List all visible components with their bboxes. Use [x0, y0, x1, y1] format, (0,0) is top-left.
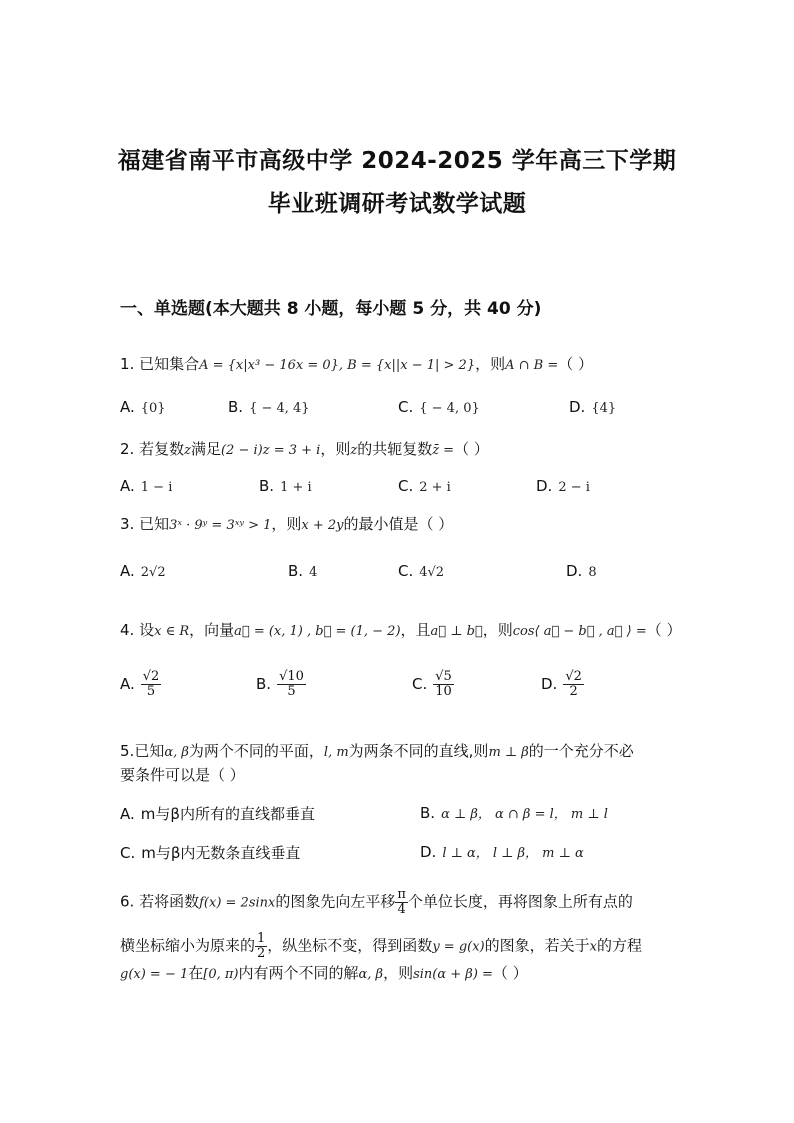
- option-b: B. $\frac{√10}{5}$: [256, 669, 304, 699]
- question-number: 3.: [120, 515, 135, 533]
- question-text: 内有两个不同的解: [238, 964, 359, 982]
- math-expression: a⃗ ⊥ b⃗: [430, 624, 483, 639]
- option-a: A. $\frac{√2}{5}$: [120, 669, 160, 699]
- option-a: A. 1 − i: [120, 477, 173, 495]
- question-text: ，且: [400, 621, 431, 639]
- option-b: B. 4: [288, 562, 318, 580]
- math-expression: l, m: [323, 745, 349, 760]
- question-text: 若复数: [139, 440, 185, 458]
- math-variable: z: [350, 443, 358, 458]
- question-text: 个单位长度，再将图象上所有点的: [407, 892, 633, 911]
- math-expression: g(x) = − 1: [120, 967, 189, 982]
- question-text: 横坐标缩小为原来的: [120, 936, 256, 955]
- question-text: ，则: [482, 621, 513, 639]
- question-6-stem-line-3: [120, 962, 528, 983]
- fraction: $\frac{√5}{10}$: [435, 669, 452, 699]
- question-text: 为两个不同的平面，: [188, 742, 324, 760]
- math-variable: z: [184, 443, 191, 458]
- question-text: 的最小值是（ ）: [343, 515, 454, 533]
- question-number: 4.: [120, 621, 135, 639]
- section-heading: 一、单选题(本大题共 8 小题，每小题 5 分，共 40 分): [120, 299, 542, 319]
- option-d: D. 8: [566, 562, 597, 580]
- option-c: C. 2 + i: [398, 477, 451, 495]
- title-line-2: 毕业班调研考试数学试题: [267, 191, 527, 217]
- math-expression: sin(α + β) =: [413, 967, 493, 982]
- question-text: 的方程: [596, 936, 642, 955]
- answer-blank: （ ）: [454, 440, 489, 458]
- option-a: A. m与β内所有的直线都垂直: [120, 805, 315, 823]
- option-c: C. { − 4, 0}: [398, 398, 480, 416]
- question-number: 1.: [120, 355, 135, 373]
- option-a: A. 2√2: [120, 562, 166, 580]
- question-text: ，则: [271, 515, 302, 533]
- question-number: 6.: [120, 892, 135, 911]
- option-b: B. 1 + i: [259, 477, 312, 495]
- question-text: 的图象，若关于: [484, 936, 590, 955]
- question-5-stem-line-2: 要条件可以是（ ）: [120, 766, 245, 784]
- question-text: 为两条不同的直线,则: [348, 742, 489, 760]
- question-text: ，则: [475, 355, 506, 373]
- question-text: ，向量: [189, 621, 235, 639]
- option-c: C. m与β内无数条直线垂直: [120, 844, 301, 862]
- math-expression: α, β: [358, 967, 384, 982]
- answer-blank: （ ）: [558, 355, 594, 373]
- math-variable: x: [589, 939, 597, 955]
- question-text: 已知: [134, 742, 165, 760]
- option-d: D. l ⊥ α， l ⊥ β， m ⊥ α: [420, 843, 584, 861]
- math-expression: x + 2y: [301, 518, 344, 533]
- question-number: 5.: [120, 742, 135, 760]
- question-text: 若将函数: [139, 892, 200, 911]
- question-text: 的一个充分不必: [528, 742, 634, 760]
- question-2-stem: [120, 438, 489, 459]
- option-d: D. $\frac{√2}{2}$: [541, 669, 582, 699]
- question-text: 在: [188, 964, 204, 982]
- option-d: D. {4}: [569, 398, 617, 416]
- question-6-stem-line-2: [120, 932, 642, 960]
- math-expression: (2 − i)z = 3 + i: [220, 443, 321, 458]
- question-4-stem: [120, 619, 682, 640]
- question-1-stem: [120, 353, 593, 374]
- math-expression: cos⟨ a⃗ − b⃗ , a⃗ ⟩ =: [512, 624, 647, 639]
- math-expression: m ⊥ β: [488, 745, 529, 760]
- math-expression: x ∈ R: [154, 624, 190, 639]
- question-text: 已知集合: [139, 355, 200, 373]
- answer-blank: （ ）: [646, 621, 682, 639]
- question-text: ，纵坐标不变，得到函数: [267, 936, 433, 955]
- question-5-stem-line-1: [120, 740, 634, 761]
- math-expression: A = {x|x³ − 16x = 0}, B = {x||x − 1| > 2}: [199, 358, 476, 373]
- question-text: 已知: [139, 515, 170, 533]
- fraction: $\frac{\pi}{4}$: [397, 887, 406, 917]
- option-a: A. {0}: [120, 398, 166, 416]
- math-expression: z̄ =: [432, 443, 455, 458]
- math-expression: α, β: [164, 745, 189, 760]
- math-expression: 3ˣ · 9ʸ = 3ˣʸ > 1: [169, 518, 272, 533]
- question-text: 的共轭复数: [357, 440, 433, 458]
- fraction: $\frac{1}{2}$: [257, 931, 266, 961]
- option-b: B. α ⊥ β， α ∩ β = l， m ⊥ l: [420, 804, 608, 822]
- fraction: $\frac{√2}{2}$: [565, 669, 582, 699]
- question-text: ，则: [383, 964, 414, 982]
- math-expression: y = g(x): [432, 939, 485, 955]
- answer-blank: （ ）: [492, 964, 528, 982]
- math-expression: a⃗ = (x, 1) , b⃗ = (1, − 2): [234, 624, 401, 639]
- title-line-1: 福建省南平市高级中学 2024-2025 学年高三下学期: [117, 148, 677, 174]
- math-expression: A ∩ B =: [505, 358, 559, 373]
- question-text: ，则: [320, 440, 351, 458]
- question-number: 2.: [120, 440, 135, 458]
- math-expression: [0, π): [203, 967, 239, 982]
- option-d: D. 2 − i: [536, 477, 590, 495]
- option-c: C. $\frac{√5}{10}$: [412, 669, 452, 699]
- question-text: 的图象先向左平移: [275, 892, 396, 911]
- option-c: C. 4√2: [398, 562, 445, 580]
- question-text: 设: [139, 621, 155, 639]
- option-b: B. { − 4, 4}: [228, 398, 310, 416]
- math-expression: f(x) = 2sinx: [199, 895, 276, 911]
- question-text: 满足: [190, 440, 221, 458]
- fraction: $\frac{√10}{5}$: [279, 669, 304, 699]
- question-3-stem: [120, 513, 453, 534]
- question-6-stem-line-1: [120, 888, 633, 916]
- fraction: $\frac{√2}{5}$: [142, 669, 160, 699]
